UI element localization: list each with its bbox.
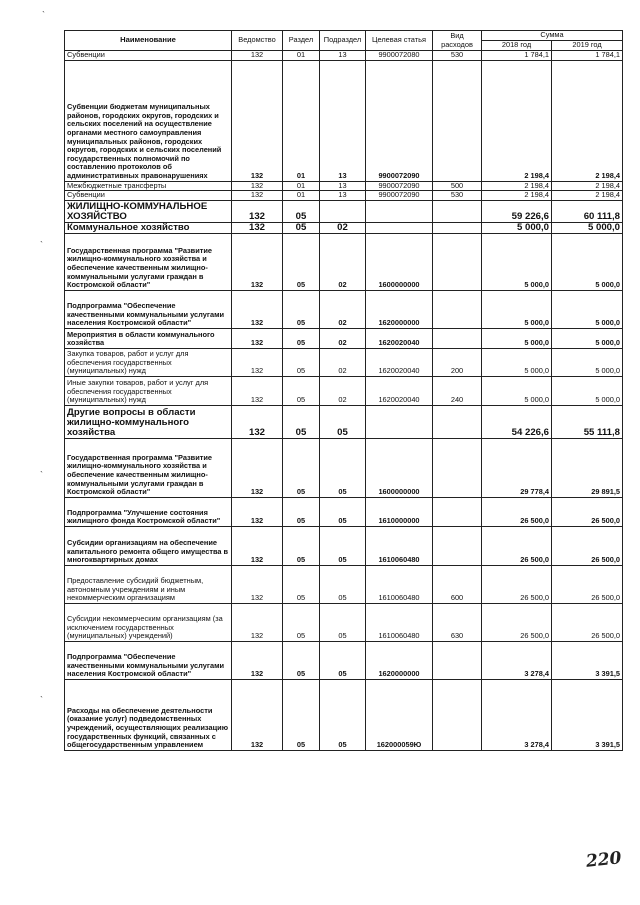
row-name: Субвенции (65, 191, 232, 201)
row-target: 162000059Ю (366, 679, 433, 750)
row-razdel: 01 (283, 191, 320, 201)
table-row (65, 526, 623, 565)
table-row (65, 60, 623, 181)
row-target: 9900072090 (366, 191, 433, 201)
row-vedomstvo: 132 (232, 60, 283, 181)
row-razdel: 05 (283, 328, 320, 348)
row-sum-2018: 26 500,0 (482, 565, 552, 603)
row-sum-2019: 26 500,0 (552, 565, 623, 603)
table-row (65, 679, 623, 750)
row-sum-2019: 2 198,4 (552, 181, 623, 191)
row-vid (433, 641, 482, 679)
row-podrazdel: 13 (320, 51, 366, 61)
row-vedomstvo: 132 (232, 290, 283, 328)
row-sum-2018: 2 198,4 (482, 191, 552, 201)
row-sum-2019: 3 391,5 (552, 641, 623, 679)
row-razdel: 05 (283, 526, 320, 565)
row-target: 9900072090 (366, 60, 433, 181)
row-podrazdel: 02 (320, 348, 366, 376)
row-name: Мероприятия в области коммунального хозяйства (65, 328, 232, 348)
row-sum-2019: 26 500,0 (552, 497, 623, 526)
row-sum-2019: 1 784,1 (552, 51, 623, 61)
row-sum-2019: 29 891,5 (552, 438, 623, 497)
row-vedomstvo: 132 (232, 405, 283, 438)
row-razdel: 05 (283, 603, 320, 641)
table-body (65, 51, 623, 751)
row-sum-2019: 26 500,0 (552, 526, 623, 565)
row-vid: 600 (433, 565, 482, 603)
header-razdel: Раздел (283, 31, 320, 51)
row-vedomstvo: 132 (232, 526, 283, 565)
row-sum-2019: 5 000,0 (552, 222, 623, 233)
row-vid (433, 222, 482, 233)
row-name: Субсидии некоммерческим организациям (за исключением государственных (муниципальных) учреждений) (65, 603, 232, 641)
row-podrazdel: 05 (320, 526, 366, 565)
header-name: Наименование (65, 31, 232, 51)
row-target: 9900072090 (366, 181, 433, 191)
row-target: 1610000000 (366, 497, 433, 526)
row-sum-2019: 55 111,8 (552, 405, 623, 438)
row-vid (433, 60, 482, 181)
row-podrazdel: 13 (320, 191, 366, 201)
row-sum-2019: 2 198,4 (552, 191, 623, 201)
row-vedomstvo: 132 (232, 233, 283, 290)
row-vedomstvo: 132 (232, 565, 283, 603)
row-vedomstvo: 132 (232, 603, 283, 641)
row-sum-2018: 3 278,4 (482, 641, 552, 679)
margin-mark: ` (40, 695, 43, 705)
row-name: Расходы на обеспечение деятельности (оказание услуг) подведомственных учреждений, осуществляющих реализацию государственных функций, связанных с общегосударственным управлением (65, 679, 232, 750)
row-sum-2019: 5 000,0 (552, 348, 623, 376)
row-razdel: 05 (283, 376, 320, 405)
row-podrazdel: 02 (320, 376, 366, 405)
row-razdel: 01 (283, 51, 320, 61)
table-row (65, 603, 623, 641)
row-vedomstvo: 132 (232, 181, 283, 191)
row-sum-2018: 2 198,4 (482, 181, 552, 191)
row-vid: 630 (433, 603, 482, 641)
header-vedomstvo: Ведомство (232, 31, 283, 51)
row-vid: 200 (433, 348, 482, 376)
row-sum-2018: 3 278,4 (482, 679, 552, 750)
row-podrazdel (320, 200, 366, 222)
row-razdel: 05 (283, 565, 320, 603)
row-razdel: 05 (283, 233, 320, 290)
row-target (366, 222, 433, 233)
row-vid (433, 200, 482, 222)
table-row (65, 497, 623, 526)
row-sum-2019: 60 111,8 (552, 200, 623, 222)
row-target: 1620000000 (366, 290, 433, 328)
row-sum-2018: 29 778,4 (482, 438, 552, 497)
row-vid: 240 (433, 376, 482, 405)
table-row (65, 565, 623, 603)
row-vid: 530 (433, 191, 482, 201)
row-target: 1600000000 (366, 233, 433, 290)
row-vedomstvo: 132 (232, 222, 283, 233)
row-vid (433, 328, 482, 348)
row-name: ЖИЛИЩНО-КОММУНАЛЬНОЕ ХОЗЯЙСТВО (65, 200, 232, 222)
row-name: Другие вопросы в области жилищно-коммунального хозяйства (65, 405, 232, 438)
row-name: Закупка товаров, работ и услуг для обеспечения государственных (муниципальных) нужд (65, 348, 232, 376)
row-sum-2018: 2 198,4 (482, 60, 552, 181)
row-sum-2018: 5 000,0 (482, 376, 552, 405)
row-vid (433, 438, 482, 497)
row-vedomstvo: 132 (232, 679, 283, 750)
table-row (65, 641, 623, 679)
row-sum-2018: 5 000,0 (482, 328, 552, 348)
row-vedomstvo: 132 (232, 641, 283, 679)
table-row (65, 405, 623, 438)
row-podrazdel: 05 (320, 641, 366, 679)
row-sum-2018: 26 500,0 (482, 603, 552, 641)
row-target (366, 200, 433, 222)
table-row (65, 191, 623, 201)
header-vid: Вид расходов (433, 31, 482, 51)
margin-mark: ` (40, 240, 43, 250)
row-sum-2018: 54 226,6 (482, 405, 552, 438)
row-target: 1600000000 (366, 438, 433, 497)
row-podrazdel: 02 (320, 233, 366, 290)
row-sum-2018: 5 000,0 (482, 222, 552, 233)
row-name: Коммунальное хозяйство (65, 222, 232, 233)
row-name: Подпрограмма "Обеспечение качественными коммунальными услугами населения Костромской области" (65, 290, 232, 328)
row-sum-2018: 5 000,0 (482, 233, 552, 290)
row-podrazdel: 02 (320, 328, 366, 348)
row-name: Предоставление субсидий бюджетным, автономным учреждениям и иным некоммерческим организациям (65, 565, 232, 603)
row-podrazdel: 05 (320, 405, 366, 438)
header-sum: Сумма (482, 31, 623, 41)
row-sum-2019: 2 198,4 (552, 60, 623, 181)
row-name: Государственная программа "Развитие жилищно-коммунального хозяйства и обеспечение качественным жилищно-коммунальными услугами граждан в Костромской области" (65, 233, 232, 290)
table-row (65, 181, 623, 191)
row-razdel: 05 (283, 438, 320, 497)
row-razdel: 05 (283, 679, 320, 750)
row-vedomstvo: 132 (232, 191, 283, 201)
row-vid (433, 405, 482, 438)
row-vedomstvo: 132 (232, 438, 283, 497)
header-podrazdel: Подраздел (320, 31, 366, 51)
row-vedomstvo: 132 (232, 348, 283, 376)
row-name: Межбюджетные трансферты (65, 181, 232, 191)
row-target: 1620000000 (366, 641, 433, 679)
row-target: 9900072080 (366, 51, 433, 61)
row-sum-2018: 5 000,0 (482, 348, 552, 376)
row-sum-2018: 26 500,0 (482, 497, 552, 526)
row-vid: 500 (433, 181, 482, 191)
header-year-2019: 2019 год (552, 41, 623, 51)
row-podrazdel: 02 (320, 222, 366, 233)
budget-table (64, 30, 623, 751)
row-sum-2019: 26 500,0 (552, 603, 623, 641)
row-razdel: 05 (283, 348, 320, 376)
row-razdel: 01 (283, 181, 320, 191)
row-podrazdel: 05 (320, 565, 366, 603)
row-razdel: 05 (283, 290, 320, 328)
row-name: Субвенции бюджетам муниципальных районов, городских округов, городских и сельских поселений на осуществление органами местного самоуправления муниципальных районов, городских округов, городских и сельских поселений государственных полномочий по составлению протоколов об административных правонарушениях (65, 60, 232, 181)
row-sum-2019: 5 000,0 (552, 328, 623, 348)
row-sum-2019: 5 000,0 (552, 290, 623, 328)
row-razdel: 05 (283, 222, 320, 233)
row-sum-2018: 5 000,0 (482, 290, 552, 328)
row-name: Субвенции (65, 51, 232, 61)
row-podrazdel: 13 (320, 60, 366, 181)
margin-mark: ` (42, 10, 45, 20)
row-podrazdel: 05 (320, 497, 366, 526)
row-target: 1610060480 (366, 565, 433, 603)
row-vedomstvo: 132 (232, 497, 283, 526)
table-row (65, 200, 623, 222)
row-sum-2019: 5 000,0 (552, 376, 623, 405)
row-podrazdel: 05 (320, 603, 366, 641)
row-vid (433, 679, 482, 750)
row-target (366, 405, 433, 438)
header-year-2018: 2018 год (482, 41, 552, 51)
table-row (65, 51, 623, 61)
row-sum-2018: 26 500,0 (482, 526, 552, 565)
row-target: 1620020040 (366, 328, 433, 348)
row-sum-2019: 3 391,5 (552, 679, 623, 750)
row-vedomstvo: 132 (232, 200, 283, 222)
row-name: Подпрограмма "Улучшение состояния жилищного фонда Костромской области" (65, 497, 232, 526)
table-row (65, 328, 623, 348)
table-row (65, 376, 623, 405)
row-target: 1610060480 (366, 603, 433, 641)
row-vedomstvo: 132 (232, 376, 283, 405)
row-podrazdel: 05 (320, 438, 366, 497)
row-name: Государственная программа "Развитие жилищно-коммунального хозяйства и обеспечение качественным жилищно-коммунальными услугами граждан в Костромской области" (65, 438, 232, 497)
row-target: 1620020040 (366, 376, 433, 405)
table-row (65, 222, 623, 233)
row-podrazdel: 02 (320, 290, 366, 328)
row-vid (433, 290, 482, 328)
table-row (65, 233, 623, 290)
page-number: 220 (585, 848, 623, 872)
row-podrazdel: 13 (320, 181, 366, 191)
table-row (65, 438, 623, 497)
row-sum-2018: 59 226,6 (482, 200, 552, 222)
header-target: Целевая статья (366, 31, 433, 51)
margin-mark: ` (40, 470, 43, 480)
row-name: Подпрограмма "Обеспечение качественными коммунальными услугами населения Костромской области" (65, 641, 232, 679)
row-razdel: 05 (283, 200, 320, 222)
row-vedomstvo: 132 (232, 51, 283, 61)
row-target: 1620020040 (366, 348, 433, 376)
row-vid (433, 526, 482, 565)
table-row (65, 348, 623, 376)
row-vid: 530 (433, 51, 482, 61)
row-vid (433, 233, 482, 290)
row-name: Субсидии организациям на обеспечение капитального ремонта общего имущества в многоквартирных домах (65, 526, 232, 565)
row-vid (433, 497, 482, 526)
row-razdel: 05 (283, 497, 320, 526)
table-row (65, 290, 623, 328)
row-name: Иные закупки товаров, работ и услуг для обеспечения государственных (муниципальных) нужд (65, 376, 232, 405)
row-sum-2019: 5 000,0 (552, 233, 623, 290)
row-razdel: 05 (283, 405, 320, 438)
row-vedomstvo: 132 (232, 328, 283, 348)
row-target: 1610060480 (366, 526, 433, 565)
row-razdel: 01 (283, 60, 320, 181)
row-podrazdel: 05 (320, 679, 366, 750)
row-sum-2018: 1 784,1 (482, 51, 552, 61)
row-razdel: 05 (283, 641, 320, 679)
